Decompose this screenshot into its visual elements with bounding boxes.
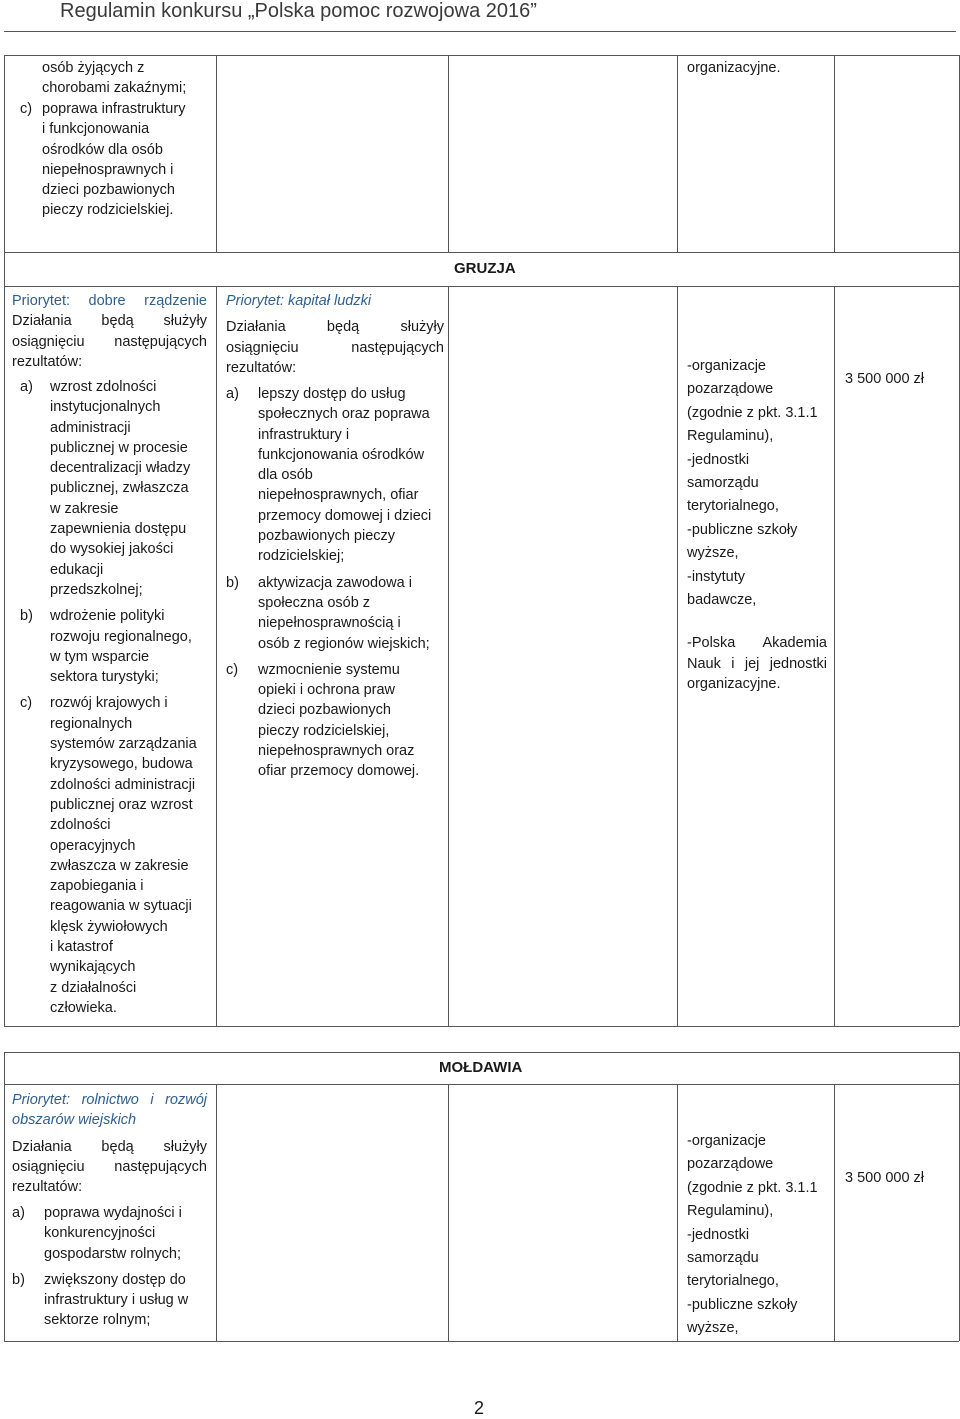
text-line: terytorialnego,	[687, 498, 779, 515]
text-line: przedszkolnej;	[50, 581, 143, 598]
text-line: sektorze rolnym;	[44, 1312, 151, 1329]
list-item	[12, 1203, 212, 1264]
list-marker: b)	[20, 608, 33, 625]
text-line: lepszy dostęp do usług	[258, 386, 406, 402]
table-border	[834, 1084, 835, 1341]
list-marker: c)	[20, 101, 33, 117]
text-line: konkurencyjności	[44, 1225, 156, 1242]
text-line: regionalnych	[50, 715, 133, 732]
text-line: -publiczne szkoły	[687, 1296, 798, 1313]
text-line: społecznych oraz poprawa	[258, 406, 430, 423]
text-line: -instytuty	[687, 568, 746, 585]
text-line: rozwoju regionalnego,	[50, 628, 192, 645]
text-line: rezultatów:	[226, 359, 297, 376]
text-line: dzieci pozbawionych	[258, 702, 391, 719]
text-line: -organizacje	[687, 1133, 766, 1149]
country-heading: MOŁDAWIA	[439, 1059, 523, 1076]
text-line: pozarządowe	[687, 1156, 774, 1173]
text-line: osiągnięciu następujących	[226, 339, 444, 356]
text-line: pieczy rodzicielskiej.	[42, 202, 174, 219]
list-item	[226, 573, 446, 654]
table-border	[834, 55, 835, 252]
text-line: -organizacje	[687, 358, 766, 374]
table-border	[677, 286, 678, 1026]
text-line: pieczy rodzicielskiej,	[258, 722, 390, 739]
table-border	[4, 55, 959, 56]
text-line: kryzysowego, budowa	[50, 756, 193, 773]
text-line: niepełnosprawnych i	[42, 161, 174, 178]
text-line: organizacyjne.	[687, 676, 781, 693]
text-line: osiągnięciu następujących	[12, 333, 207, 350]
text-line: osób z regionów wiejskich;	[258, 635, 430, 652]
text-line: pozbawionych pieczy	[258, 528, 396, 545]
text-line: Działania będą służyły	[12, 313, 207, 330]
results-list	[20, 377, 210, 1024]
text-line: dzieci pozbawionych	[42, 182, 175, 199]
text-line: poprawa wydajności i	[44, 1205, 182, 1221]
document-header: Regulamin konkursu „Polska pomoc rozwojowa 2016”	[60, 0, 537, 22]
text-line: sektora turystyki;	[50, 669, 159, 686]
text-line: osiągnięciu następujących	[12, 1158, 207, 1175]
text-line: (zgodnie z pkt. 3.1.1	[687, 404, 818, 421]
table-border	[4, 252, 5, 1026]
priority-cell	[226, 291, 444, 378]
text-line: badawcze,	[687, 592, 757, 609]
table-border	[4, 55, 5, 252]
priority-title: Priorytet: rolnictwo i rozwój	[12, 1092, 207, 1108]
text-line: publicznej w procesie	[50, 439, 188, 456]
table-border	[448, 286, 449, 1026]
text-line: instytucjonalnych	[50, 399, 161, 416]
text-line: terytorialnego,	[687, 1273, 779, 1290]
text-line: osób żyjących z	[42, 60, 145, 76]
results-list	[226, 384, 446, 788]
text-line: zwłaszcza w zakresie	[50, 857, 189, 874]
text-line: przemocy domowej i dzieci	[258, 507, 432, 524]
text-line: chorobami zakaźnymi;	[42, 80, 187, 97]
text-line: -Polska Akademia	[687, 635, 827, 652]
table-border	[677, 55, 678, 252]
list-marker: c)	[226, 661, 239, 678]
table-border	[216, 1084, 217, 1341]
text-line: zdolności administracji	[50, 776, 196, 793]
text-line: Nauk i jej jednostki	[687, 655, 827, 672]
list-item	[12, 1270, 212, 1331]
text-line: wdrożenie polityki	[50, 608, 165, 625]
text-line: w zakresie	[50, 500, 119, 517]
list-item	[20, 693, 210, 1018]
top-right-text: organizacyjne.	[687, 60, 781, 76]
text-line: gospodarstw rolnych;	[44, 1245, 182, 1262]
text-line: (zgodnie z pkt. 3.1.1	[687, 1179, 818, 1196]
text-line: niepełnosprawnością i	[258, 615, 401, 632]
table-border	[4, 286, 959, 287]
text-line: z działalności	[50, 979, 137, 996]
table-border	[4, 1084, 959, 1085]
text-line: zdolności	[50, 817, 111, 834]
text-line: zwiększony dostęp do	[44, 1271, 186, 1288]
table-border	[677, 1084, 678, 1341]
text-line: zapobiegania i	[50, 878, 144, 895]
eligible-partners	[687, 355, 827, 694]
text-line: wzrost zdolności	[50, 379, 157, 395]
table-border	[4, 1052, 5, 1341]
text-line: wynikających	[50, 959, 136, 976]
text-line: rodzicielskiej;	[258, 548, 345, 565]
top-left-cell	[42, 58, 186, 99]
priority-cell	[12, 1090, 207, 1197]
text-line: wzmocnienie systemu	[258, 661, 400, 678]
list-item	[226, 660, 446, 782]
text-line: publicznej oraz wzrost	[50, 796, 193, 813]
text-line: zapewnienia dostępu	[50, 521, 187, 538]
page-number: 2	[474, 1398, 485, 1418]
text-line: publicznej, zwłaszcza	[50, 480, 189, 497]
text-line: człowieka.	[50, 999, 117, 1016]
country-heading: GRUZJA	[454, 260, 516, 277]
text-line: reagowania w sytuacji	[50, 898, 192, 915]
text-line: Regulaminu),	[687, 428, 774, 445]
list-item	[20, 606, 210, 687]
list-item	[20, 99, 185, 221]
text-line: -jednostki	[687, 1226, 750, 1243]
text-line: systemów zarządzania	[50, 736, 197, 753]
table-border	[448, 1084, 449, 1341]
text-line: ofiar przemocy domowej.	[258, 763, 420, 780]
results-list	[12, 1203, 212, 1337]
priority-title: Priorytet: dobre rządzenie	[12, 293, 207, 309]
text-line: rezultatów:	[12, 353, 83, 370]
text-line: klęsk żywiołowych	[50, 918, 168, 935]
text-line: w tym wsparcie	[50, 648, 150, 665]
text-line: wyższe,	[687, 1320, 739, 1337]
text-line: administracji	[50, 419, 131, 436]
table-border	[216, 55, 217, 252]
table-border	[216, 286, 217, 1026]
text-line: ośrodków dla osób	[42, 141, 163, 158]
text-line: rozwój krajowych i	[50, 695, 168, 712]
text-line: niepełnosprawnych oraz	[258, 743, 415, 760]
text-line: -publiczne szkoły	[687, 521, 798, 538]
text-line: poprawa infrastruktury	[42, 101, 186, 117]
text-line: do wysokiej jakości	[50, 541, 174, 558]
text-line: dla osób	[258, 467, 313, 484]
text-line: samorządu	[687, 475, 759, 492]
header-rule	[4, 31, 956, 32]
text-line: Regulaminu),	[687, 1203, 774, 1220]
list-marker: a)	[12, 1205, 25, 1221]
text-line: Działania będą służyły	[226, 319, 444, 336]
eligible-partners	[687, 1130, 827, 1341]
list-item	[226, 384, 446, 567]
grant-amount: 3 500 000 zł	[845, 371, 925, 387]
text-line: społeczna osób z	[258, 594, 371, 611]
list-marker: a)	[20, 379, 33, 395]
text-line: funkcjonowania ośrodków	[258, 446, 425, 463]
table-border	[4, 252, 959, 253]
text-line: edukacji	[50, 561, 104, 578]
text-line: i katastrof	[50, 939, 113, 956]
table-border	[448, 55, 449, 252]
table-border	[4, 1052, 959, 1053]
text-line: i funkcjonowania	[42, 121, 150, 138]
text-line: decentralizacji władzy	[50, 460, 191, 477]
text-line: rezultatów:	[12, 1179, 83, 1196]
table-border	[4, 1341, 959, 1342]
list-marker: a)	[226, 386, 239, 402]
text-line: opieki i ochrona praw	[258, 682, 396, 699]
table-border	[4, 1026, 959, 1027]
list-item	[20, 377, 210, 600]
text-line: -jednostki	[687, 451, 750, 468]
text-line: niepełnosprawnych, ofiar	[258, 487, 419, 504]
text-line: infrastruktury i	[258, 426, 350, 443]
priority-title: obszarów wiejskich	[12, 1112, 137, 1129]
list-marker: b)	[12, 1271, 25, 1288]
text-line: operacyjnych	[50, 837, 136, 854]
text-line: Działania będą służyły	[12, 1138, 207, 1155]
list-marker: c)	[20, 695, 33, 712]
text-line: pozarządowe	[687, 381, 774, 398]
text-line: infrastruktury i usług w	[44, 1292, 189, 1309]
list-marker: b)	[226, 574, 239, 591]
grant-amount: 3 500 000 zł	[845, 1170, 925, 1186]
text-line: samorządu	[687, 1250, 759, 1267]
priority-cell	[12, 291, 207, 372]
text-line: wyższe,	[687, 545, 739, 562]
priority-title: Priorytet: kapitał ludzki	[226, 293, 372, 309]
text-line: aktywizacja zawodowa i	[258, 574, 412, 591]
table-border	[834, 286, 835, 1026]
